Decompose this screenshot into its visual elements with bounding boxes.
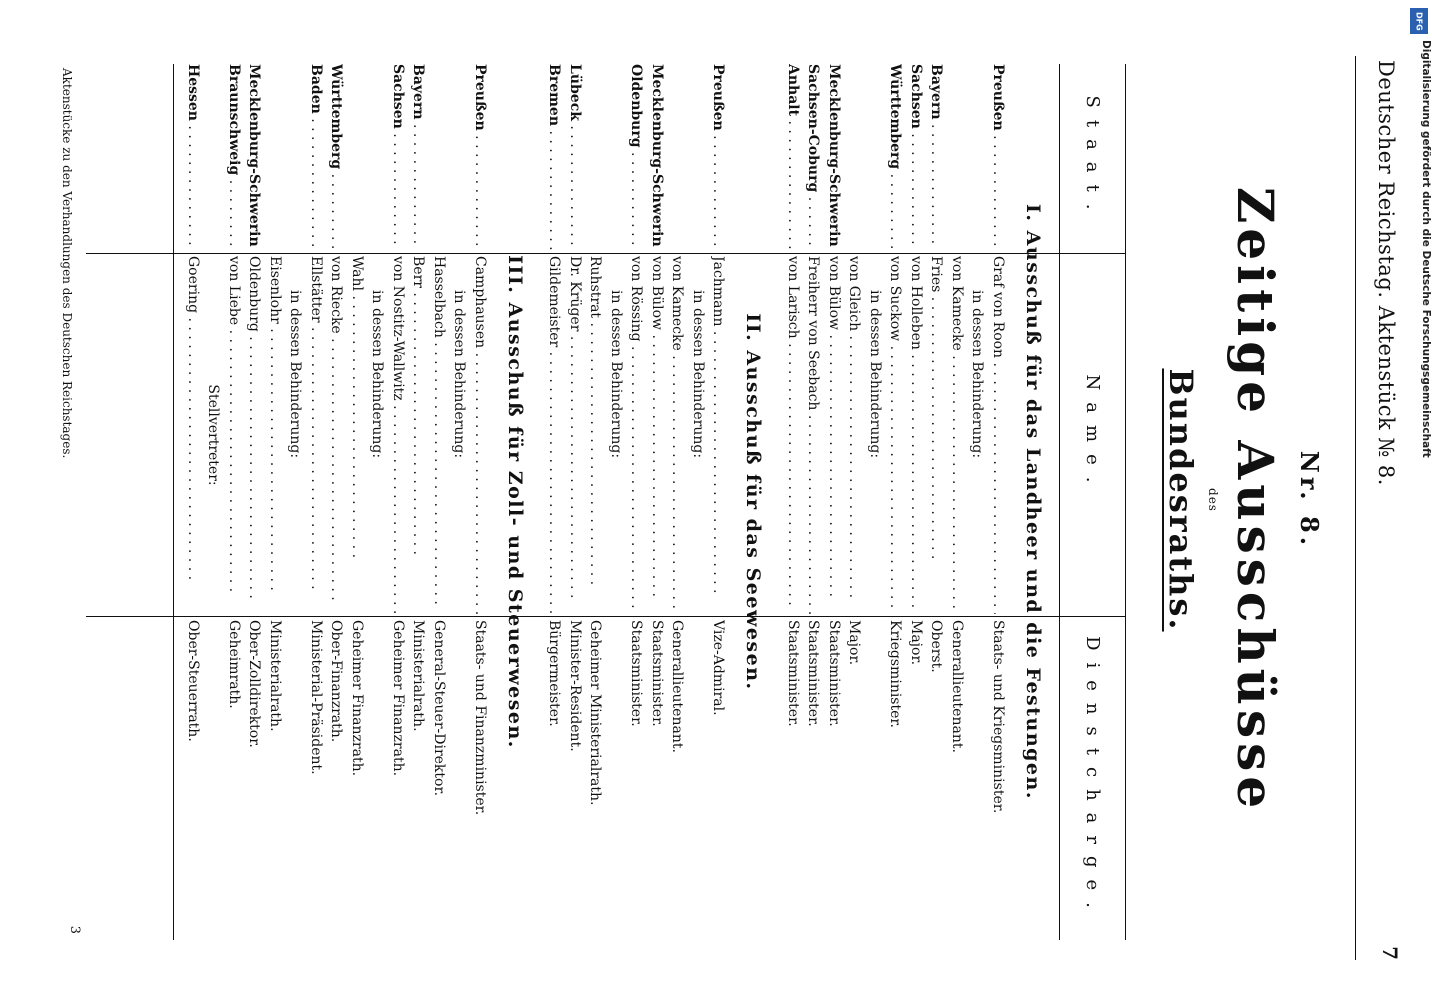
cell-staat: Hessen . . . — [183, 64, 203, 250]
cell-dienstcharge: Staatsminister. — [785, 620, 801, 727]
table-row — [224, 64, 244, 940]
cell-staat: Mecklenburg-Schwerin . . . — [824, 64, 844, 250]
running-head-text: Deutscher Reichstag. Aktenstück № 8. — [1374, 60, 1398, 486]
table-row — [647, 64, 667, 940]
cell-name: in dessen Behinderung: — [867, 290, 883, 459]
title-connector: des — [1206, 488, 1220, 512]
cell-staat: Bayern . . . — [927, 64, 947, 250]
table-row — [368, 64, 388, 940]
table-row — [265, 64, 285, 940]
cell-name: von Bülow . . . — [647, 256, 667, 614]
cell-staat: Bayern . . . — [409, 64, 429, 250]
cell-staat: Lübeck . . . — [565, 64, 585, 250]
table-row — [450, 64, 470, 940]
cell-name: Ellstätter . . . — [306, 256, 326, 614]
cell-dienstcharge: Staatsminister. — [805, 620, 822, 727]
table-row — [927, 64, 947, 940]
cell-name: von Kamecke . . . — [947, 256, 967, 614]
cell-staat: Oldenburg . . . — [627, 64, 647, 250]
cell-dienstcharge: Ministerialrath. — [267, 620, 283, 732]
document-title: Zeitige Ausschüsse — [1226, 186, 1285, 814]
table-row — [470, 64, 490, 940]
cell-name: Wahl . . . — [347, 256, 367, 614]
cell-name: Fries . . . — [927, 256, 947, 614]
cell-name: Hasselbach . . . — [429, 256, 449, 614]
footnote: Aktenstücke zu den Verhandlungen des Deutschen Reichstages. — [60, 68, 74, 459]
running-head — [1364, 60, 1404, 960]
cell-staat: Sachsen . . . — [906, 64, 926, 250]
table-bottom-rule — [174, 64, 175, 940]
table-row — [845, 64, 865, 940]
table-row — [606, 64, 626, 940]
table-row — [306, 64, 326, 940]
cell-name: von Rössing . . . — [627, 256, 647, 614]
cell-dienstcharge: Geheimer Ministerialrath. — [587, 620, 604, 806]
cell-staat: Württemberg . . . — [886, 64, 906, 250]
cell-name: von Holleben . . . — [906, 256, 926, 614]
cell-dienstcharge: Vize-Admiral. — [710, 620, 727, 716]
cell-dienstcharge: Geheimrath. — [226, 620, 242, 709]
committee-table — [86, 64, 1126, 940]
cell-name: von Larisch . . . — [783, 256, 803, 614]
cell-staat: Sachsen-Coburg . . . — [804, 64, 824, 250]
dfg-sidebar — [1408, 0, 1432, 1000]
cell-name: Freiherr von Seebach . . . — [804, 256, 824, 614]
table-row — [183, 64, 203, 940]
dfg-logo: DFG — [1410, 8, 1428, 34]
cell-dienstcharge: Staatsminister. — [628, 620, 645, 727]
table-row — [409, 64, 429, 940]
cell-name: Stellvertreter: — [205, 384, 222, 486]
table-row — [988, 64, 1008, 940]
table-row — [804, 64, 824, 940]
cell-staat: Baden . . . — [306, 64, 326, 250]
table-row — [824, 64, 844, 940]
cell-name: in dessen Behinderung: — [608, 290, 624, 459]
cell-staat: Mecklenburg-Schwerin . . . — [245, 64, 265, 250]
table-row — [668, 64, 688, 940]
cell-name: in dessen Behinderung: — [969, 290, 986, 459]
table-row — [286, 64, 306, 940]
cell-name: von Gleich . . . — [845, 256, 865, 614]
cell-name: in dessen Behinderung: — [690, 290, 706, 459]
cell-name: Ruhstrat . . . — [586, 256, 606, 614]
section-title: II. Ausschuß für das Seewesen. — [742, 313, 765, 691]
table-row — [947, 64, 967, 940]
cell-name: Gildemeister . . . — [545, 256, 565, 614]
table-row — [906, 64, 926, 940]
dfg-funding-note: Digitalisierung gefördert durch die Deutsche Forschungsgemeinschaft — [1420, 40, 1432, 458]
cell-name: von Suckow . . . — [886, 256, 906, 614]
cell-dienstcharge: Kriegsminister. — [887, 620, 904, 729]
cell-staat: Braunschweig . . . — [224, 64, 244, 250]
table-row — [688, 64, 708, 940]
header-rule — [1355, 56, 1356, 960]
table-row — [865, 64, 885, 940]
cell-name: von Kamecke . . . — [668, 256, 688, 614]
page-number: 7 — [1378, 946, 1402, 960]
cell-dienstcharge: General-Steuer-Direktor. — [431, 620, 447, 797]
table-row — [327, 64, 347, 940]
cell-name: von Nostitz-Wallwitz . . . — [388, 256, 408, 614]
table-row — [429, 64, 449, 940]
cell-name: Eisenlohr . . . — [265, 256, 285, 614]
cell-name: von Liebe . . . — [224, 256, 244, 614]
cell-dienstcharge: Bürgermeister. — [546, 620, 563, 727]
cell-dienstcharge: Ministerial-Präsident. — [308, 620, 324, 775]
table-row — [388, 64, 408, 940]
cell-dienstcharge: Staats- und Finanzminister. — [472, 620, 488, 816]
cell-dienstcharge: Ober-Zolldirektor. — [246, 620, 263, 748]
table-row — [204, 64, 224, 940]
cell-dienstcharge: Ministerialrath. — [410, 620, 427, 732]
cell-dienstcharge: Geheimer Finanzrath. — [390, 620, 406, 777]
cell-staat: Mecklenburg-Schwerin . . . — [647, 64, 667, 250]
cell-name: Goering . . . — [183, 256, 203, 614]
cell-name: in dessen Behinderung: — [451, 290, 468, 459]
cell-staat: Preußen . . . — [709, 64, 729, 250]
cell-name: Jachmann . . . — [709, 256, 729, 614]
title-block — [1162, 0, 1332, 1000]
cell-name: in dessen Behinderung: — [369, 290, 386, 459]
table-row — [545, 64, 565, 940]
cell-dienstcharge: Generallieutenant. — [949, 620, 965, 753]
cell-name: Dr. Krüger . . . — [565, 256, 585, 614]
cell-staat: Preußen . . . — [470, 64, 490, 250]
table-row — [783, 64, 803, 940]
table-row — [347, 64, 367, 940]
cell-name: Graf von Roon . . . — [988, 256, 1008, 614]
header-dienstcharge: Dienstcharge. — [1082, 636, 1104, 920]
cell-dienstcharge: Major. — [846, 620, 863, 666]
title-body-name: Bundesraths. — [1162, 368, 1200, 632]
cell-name: von Bülow . . . — [824, 256, 844, 614]
table-row — [886, 64, 906, 940]
cell-dienstcharge: Major. — [908, 620, 924, 666]
table-row — [968, 64, 988, 940]
cell-dienstcharge: Staats- und Kriegsminister. — [990, 620, 1006, 814]
cell-staat: Württemberg . . . — [327, 64, 347, 250]
header-name: Name. — [1082, 374, 1104, 495]
cell-dienstcharge: Generallieutenant. — [669, 620, 686, 753]
cell-dienstcharge: Ober-Steuerrath. — [185, 620, 201, 742]
cell-staat: Anhalt . . . — [783, 64, 803, 250]
cell-dienstcharge: Staatsminister. — [826, 620, 842, 727]
cell-staat: Bremen . . . — [545, 64, 565, 250]
section-title: I. Ausschuß für das Landheer und die Festungen. — [1022, 204, 1044, 800]
cell-dienstcharge: Staatsminister. — [649, 620, 665, 727]
cell-staat: Preußen . . . — [988, 64, 1008, 250]
cell-name: Oldenburg . . . — [245, 256, 265, 614]
cell-dienstcharge: Ober-Finanzrath. — [328, 620, 345, 743]
table-row — [586, 64, 606, 940]
signature-mark: 3 — [67, 925, 82, 934]
cell-name: Berr . . . — [409, 256, 429, 614]
header-staat: Staat. — [1082, 95, 1104, 222]
section-title: III. Ausschuß für Zoll- und Steuerwesen. — [504, 255, 526, 749]
table-row — [245, 64, 265, 940]
cell-dienstcharge: Geheimer Finanzrath. — [349, 620, 365, 777]
table-row — [627, 64, 647, 940]
document-number: Nr. 8. — [1295, 450, 1324, 550]
cell-dienstcharge: Oberst. — [928, 620, 945, 673]
cell-name: in dessen Behinderung: — [287, 290, 304, 459]
cell-dienstcharge: Minister-Resident. — [567, 620, 583, 752]
table-row — [709, 64, 729, 940]
cell-staat: Sachsen . . . — [388, 64, 408, 250]
table-row — [565, 64, 585, 940]
cell-name: von Riecke . . . — [327, 256, 347, 614]
cell-name: Camphausen . . . — [470, 256, 490, 614]
